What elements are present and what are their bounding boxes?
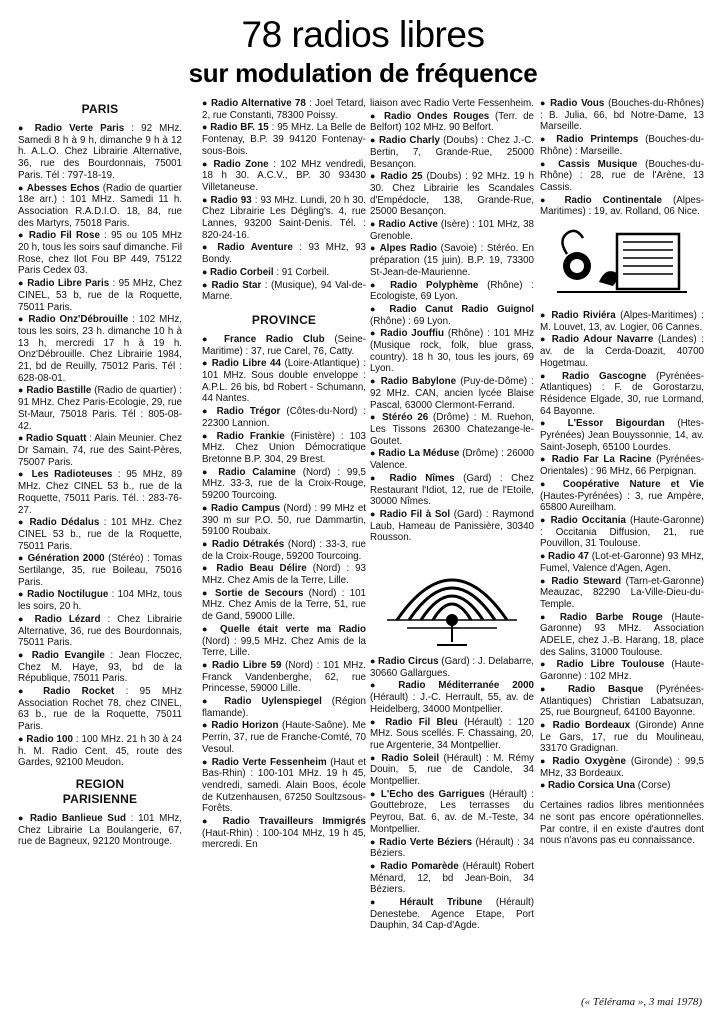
page-subtitle: sur modulation de fréquence [188,58,538,88]
list-paris [18,123,182,769]
radio-entry [18,589,182,612]
radio-entry [370,328,534,375]
radio-details: (Hérault) : M. Rémy Douin, 5, rue de Candole, 34 Montpellier. [370,752,535,788]
radio-entry [370,111,534,134]
radio-details: (Alpes-Maritimes) : 19, av. Rolland, 06 Nice. [540,194,704,218]
radio-entry [202,242,366,265]
radio-entry [540,479,704,514]
radio-name: ● Radio Libre Toulouse [540,659,664,670]
radio-details: : 93 MHz, 93 Bondy. [202,242,366,266]
radio-name: ● Radio Printemps [540,134,638,145]
radio-name: ● Radio Beau Délire [202,563,307,574]
radio-name: ● Radio Corbeil [202,267,274,278]
radio-name: ● Radio Verte Béziers [370,837,472,848]
radio-details: (Haute-Garonne) 93 MHz. Association ADELE, chez J.-B. Harang, 18, place des Salins, 31000 Toulouse. [540,611,704,658]
radio-entry [18,686,182,733]
radio-details: (Hautes-Pyrénées) : 3, rue Ampère, 65800 Aureilham. [540,490,704,514]
radio-entry [202,267,366,279]
radio-name: ● Radio Frankie [202,431,285,442]
radio-details: (Haute-Saône). Me Perrin, 37, rue de Franche-Comté, 70 Vesoul. [202,720,366,755]
radio-name: ● L'Echo des Garrigues [370,789,485,800]
radio-name: ● Radio Canut Radio Guignol [370,304,534,315]
radio-name: ● Radio La Méduse [370,448,459,459]
radio-name: ● Coopérative Nature et Vie [540,479,704,490]
radio-entry [370,753,534,788]
radio-entry [540,612,704,659]
radio-details: (Hérault) : J.-C. Herrault, 55, av. de Heidelberg, 34000 Montpellier. [370,692,534,715]
list-province-3 [370,656,534,932]
radio-details: (Terr. de Belfort) 102 MHz. 90 Belfort. [370,110,534,134]
radio-details: (Radio de quartier 18e arr.) : 101 MHz. Samedi 11 h. Association R.A.D.I.O. 18, 84, rue des Martyrs, 75018 Paris. [18,182,182,229]
radio-details: (Haute-Garonne) : 102 MHz. [540,659,704,683]
radio-name: ● Radio Riviéra [540,310,616,321]
column-2 [202,98,366,852]
radio-name: ● Radio 93 [202,195,252,206]
radio-details: (Gironde) Anne Le Gars, 17, rue du Moulineau, 33170 Gradignan. [540,719,705,755]
radio-details: (Gironde) : 99,5 MHz, 33 Bordeaux. [540,756,704,779]
radio-entry [202,334,366,357]
radio-name: ● Radio Verte Paris [18,123,124,134]
radio-name: ● Radio Libre 44 [202,358,281,369]
radio-details: (Hérault) Robert Ménard, 12, bd Jean-Boin, 34 Béziers. [370,860,534,896]
radio-entry [370,680,534,715]
radio-name: ● Radio Continentale [540,195,662,206]
radio-entry [18,650,182,685]
radio-entry [202,467,366,502]
radio-entry [18,183,182,230]
radio-details: (Haut et Bas-Rhin) : 100-101 MHz. 19 h 45, vendredi, samedi. Alain Boos, école de Kutzenhausen, 67250 Soultzsous-Forêts. [202,756,366,815]
radio-name: ● Radio Squatt [18,433,87,444]
radio-name: ● Radio 25 [370,171,423,182]
radio-entry [202,358,366,405]
radio-details: (Gard) : J. Delabarre, 30660 Gallargues. [370,656,535,679]
radio-details: (Gard) : Raymond Laub, Hameau de Panissière, 30340 Rousson. [370,508,535,544]
radio-name: ● Radio Détrakés [202,539,284,550]
radio-entry [540,195,704,218]
radio-name: ● Radio Dédalus [18,517,99,528]
radio-entry [540,334,704,369]
radio-entry [370,412,534,447]
radio-entry [370,861,534,896]
radio-details: (Côtes-du-Nord) : 22300 Lannion. [202,406,366,429]
radio-name: ● Radio Babylone [370,376,456,387]
radio-details: (Seine-Maritime) : 37, rue Carel, 76, Catty. [202,333,366,357]
radio-entry [18,517,182,552]
radio-name: ● Radio Gascogne [540,371,646,382]
radio-entry [370,243,534,278]
radio-details: (Tarn-et-Garonne) Meauzac, 82290 La-Ville-Dieu-du-Temple. [540,575,704,610]
radio-name: ● Radio Evangile [18,650,105,661]
radio-name: ● Radio Steward [540,576,621,587]
radio-details: (Nord) : 101 MHz. Franck Vandenberghe, 62, rue Princesse, 59000 Lille. [202,659,366,695]
continued-text: liaison avec Radio Verte Fessenheim. [370,98,534,109]
radio-details: : 95 MHz, Chez CINEL, 53 b, rue de la Roquette, 75011 Paris. [18,278,182,313]
radio-entry [370,656,534,679]
radio-entry [540,371,704,418]
radio-details: (Drôme) : 26000 Valence. [370,448,534,472]
radio-name: ● Radio Oxygène [540,756,626,767]
radio-details: (Nord) : 101 MHz. Chez Amis de la Terre, 51, rue de Gand, 59000 Lille. [202,587,366,623]
radio-details: (Loire-Atlantique) : 101 MHz. Sous double enveloppe : A.P.L. 26 bis, bd Robert - Schumann, 44 Nantes. [202,358,367,405]
radio-name: ● Cassis Musique [540,159,637,170]
radio-name: ● Radio Rocket [18,686,114,697]
radio-details: : 91 Corbeil. [273,266,330,278]
radio-entry [540,454,704,477]
radio-name: ● Radio Fil à Sol [370,509,450,520]
radio-entry [202,588,366,623]
radio-details: (Nord) : 99 MHz et 390 m sur P.O. 50, rue Dammartin, 59100 Roubaix. [202,502,366,538]
radio-name: ● Radio Polyphème [370,280,478,291]
radio-entry [370,304,534,327]
radio-details: : Jean Floczec, Chez M. Haye, 93, bd de la République, 75011 Paris. [18,649,183,685]
radio-entry [18,813,182,848]
radio-name: ● Radio Banlieue Sud [18,813,126,824]
radio-name: ● Radio Horizon [202,720,279,731]
radio-entry [18,614,182,649]
radio-name: ● Radio BF. 15 [202,122,269,133]
radio-details: (Radio de quartier) : 91 MHz. Chez Paris-Ecologie, 29, rue St-Maur, 75018 Paris. Tél : 805-08-42. [18,385,182,432]
radio-entry [202,431,366,466]
radio-details: (Région flamande). [202,696,367,719]
radio-name: ● Radio Soleil [370,753,439,764]
radio-name: ● Radio Libre Paris [18,278,109,289]
section-heading-paris: PARIS [81,102,119,116]
radio-entry [202,720,366,755]
section-heading-province: PROVINCE [251,312,317,327]
radio-entry [370,897,534,932]
radio-details: (Rhône) : 69 Lyon. [370,315,451,327]
radio-details: (Lot-et-Garonne) 93 MHz, Fumel, Valence d'Agen, Agen. [540,551,704,574]
radio-entry [540,310,704,333]
radio-entry [202,660,366,695]
radio-details: : Chez Librairie Alternative, 36, rue des Bourdonnais, 75011 Paris. [18,613,183,649]
radio-entry [370,473,534,508]
radio-entry [202,563,366,586]
list-province [202,334,366,851]
radio-name: ● L'Essor Bigourdan [540,418,665,429]
radio-entry [18,385,182,432]
radio-details: (Savoie) : Stéréo. En préparation (15 juin). B.P. 19, 73300 St-Jean-de-Maurienne. [370,243,535,278]
radio-entry [18,553,182,588]
radio-name: ● Radio Active [370,219,438,230]
radio-details: (Doubs) : Chez J.-C. Bertin, 7, Grande-Rue, 25000 Besançon. [370,135,534,170]
radio-details: (Nord) : 33-3, rue de la Croix-Rouge, 59200 Tourcoing. [202,538,366,562]
radio-details: : 95 MHz. La Belle de Fontenay, B.P. 39 94120 Fontenay-sous-Bois. [202,122,366,157]
radio-entry [202,696,366,719]
radio-name: ● Radio 100 [18,734,73,745]
radio-details: (Doubs) : 92 MHz. 19 h 30. Chez Librairie les Scandales d'Empédocle, 138, Grande-Rue, 25000 Besançon. [370,171,535,218]
radio-entry [202,406,366,429]
radio-entry [202,503,366,538]
radio-entry [18,314,182,384]
radio-details: (Finistère) : 103 MHz. Chez Union Démocratique Bretonne B.P. 304, 29 Brest. [202,430,366,465]
radio-entry [202,122,366,157]
column-1 [18,98,182,849]
radio-name: ● Stéréo 26 [370,412,428,423]
radio-entry [18,469,182,516]
radio-entry [540,780,704,792]
radio-name: ● Radio Méditerranée 2000 [370,680,534,691]
radio-entry [202,195,366,242]
radio-entry [370,219,534,242]
radio-entry [202,757,366,816]
radio-details: (Nord) : 99,5 MHz. Chez Amis de la Terre, Lille. [202,635,366,659]
radio-details: (Hérault) Denestebe. Agence Etape, Port Dauphin, 34 Cap-d'Agde. [370,897,534,932]
radio-name: ● Radio Basque [540,684,643,695]
radio-name: ● Radio Bastille [18,385,91,396]
radio-entry [370,135,534,170]
radio-entry [202,280,366,303]
radio-entry [202,98,366,121]
radio-entry [202,624,366,659]
radio-entry [540,515,704,550]
radio-name: ● Radio 47 [540,551,589,562]
radio-details: (Rhône) : Ecologiste, 69 Lyon. [370,279,535,303]
radio-entry [18,278,182,313]
radio-entry [540,756,704,779]
radio-entry [18,230,182,277]
radio-entry [370,171,534,218]
radio-name: ● Radio Pomarède [370,861,459,872]
radio-details: : 100 MHz. 21 h 30 à 24 h. M. Radio Cent. 45, route des Gardes, 92100 Meudon. [18,733,182,769]
radio-entry [202,816,366,851]
radio-name: ● Génération 2000 [18,553,105,564]
radio-name: ● Radio Barbe Rouge [540,612,663,623]
radio-name: ● Radio Libre 59 [202,660,281,671]
radio-details: : Joel Tetard, 2, rue Constanti, 78300 Poissy. [202,98,367,121]
radio-details: : 101 MHz, Chez Librairie La Boulangerie, 67, rue de Bagneux, 92120 Montrouge. [18,812,183,848]
radio-entry [540,576,704,611]
radio-details: (Pyrénées-Atlantiques) Christian Labatsuzan, 25, rue Bourgneuf, 64100 Bayonne. [540,683,705,719]
radio-entry [370,717,534,752]
radio-entry [540,659,704,682]
radio-details: (Alpes-Maritimes) : M. Louvet, 13, av. Logier, 06 Cannes. [540,310,704,333]
radio-details: : 95 MHz Association Rochet 78, chez CINEL, 63 b., rue de la Roquette, 75011 Paris. [18,686,183,733]
radio-name: ● Radio Calamine [202,467,296,478]
radio-entry [540,720,704,755]
radio-entry [18,123,182,182]
radio-name: ● Radio Noctilugue [18,589,108,600]
radio-name: ● Radio Circus [370,656,439,667]
radio-entry [370,448,534,471]
radio-details: (Landes) : av. de la Cerda-Doazit, 40700 Hogetmau. [540,334,704,369]
radio-name: ● Radio Aventure [202,242,293,253]
radio-details: (Pyrénées-Orientales) : 96 MHz, 66 Perpignan. [540,454,705,478]
radio-entry [18,433,182,468]
radio-details: (Bouches-du-Rhônes) : B. Julia, 66, bd Notre-Dame, 13 Marseille. [540,98,705,133]
radio-name: ● Radio Nîmes [370,473,455,484]
radio-name: ● Hérault Tribune [370,897,482,908]
radio-entry [540,98,704,133]
radio-details: : 95 ou 105 MHz 20 h, tous les soirs sauf dimanche. Fil Rose, chez Ilot Fou BP 449, 75122 Paris Cedex 03. [18,230,183,277]
radio-details: (Puy-de-Dôme) : 92 MHz. CAN, ancien lycée Blaise Pascal, 63000 Clermont-Ferrand. [370,376,534,411]
radio-details: (Stéréo) : Tomas Sertilange, 35, rue Boileau, 75016 Paris. [18,553,182,588]
radio-entry [540,159,704,194]
radio-details: : 93 MHz. Lundi, 20 h 30. Chez Librairie Les Dégling's. 4, rue Lannes, 93200 Saint-Denis. Tél. : 820-24-16. [202,194,366,241]
radio-name: ● Radio Corsica Una [540,780,635,791]
radio-name: ● Radio Fil Bleu [370,717,458,728]
radio-details: : 95 MHz, 89 MHz. Chez CINEL 53 b., rue de la Roquette, 75011 Paris. Tél. : 283-76-27. [18,469,183,516]
radio-box-illustration [547,224,697,304]
radio-details: (Bouches-du-Rhône) : Marseille. [540,134,704,157]
radio-details: : 101 MHz. Chez CINEL 53 b., rue de la Roquette, 75011 Paris. [18,517,182,552]
column-3 [370,98,534,933]
radio-name: ● France Radio Club [202,334,325,345]
radio-entry [370,789,534,836]
list-province-2 [370,111,534,544]
radio-entry [540,551,704,574]
radio-details: (Haute-Garonne) : Occitania Diffusion, 21, rue Pouvillon, 31 Toulouse. [540,514,705,550]
radio-name: ● Radio Verte Fessenheim [202,757,327,768]
radio-entry [202,539,366,562]
radio-details: (Hérault) : 120 MHz. Sous scellés. F. Chassaing, 20, rue Argenterie, 34 Montpellier. [370,716,535,751]
radio-name: ● Radio Travailleurs Immigrés [202,816,366,827]
radio-name: ● Radio Jouffiu [370,328,444,339]
radio-name: ● Alpes Radio [370,243,437,254]
radio-details: (Corse) [635,780,671,792]
radio-name: ● Radio Charly [370,135,440,146]
page-title: 78 radios libres [241,14,485,55]
radio-details: (Drôme) : M. Ruehon, Les Tissons 26300 Chatezange-le-Goutet. [370,412,534,447]
radio-details: (Nord) : 93 MHz. Chez Amis de la Terre, Lille. [202,563,367,587]
radio-details: (Pyrénées-Atlantiques) : F. de Gorostarzu, Résidence Elgade, 30, rue Lormand, 64 Bayonne. [540,370,705,417]
radio-entry [540,134,704,157]
radio-name: ● Quelle était verte ma Radio [202,624,366,635]
radio-details: (Rhône) : 101 MHz (Musique rock, folk, blue grass, country). 18 h 30, tous les jours, 69 Lyon. [370,328,534,375]
source-credit: (« Télérama », 3 mai 1978) [581,996,702,1008]
radio-entry [370,280,534,303]
radio-name: ● Radio Star [202,280,261,291]
radio-details: (Hérault) : Gouttebroze, Les terrasses du Peyrou, Bat. 6, av. de M.-Teste, 34 Montpellier. [370,788,534,835]
radio-name: ● Radio Trégor [202,406,280,417]
section-heading-region: REGION PARISIENNE [62,776,138,806]
list-region [18,813,182,848]
radio-name: ● Sortie de Secours [202,588,303,599]
radio-name: ● Radio Onz'Débrouille [18,314,128,325]
radio-name: ● Radio Vous [540,98,604,109]
radio-details: : 102 MHz vendredi, 18 h 30. A.C.V., BP. 30 93430 Villetaneuse. [202,158,367,193]
radio-details: : Alain Meunier. Chez Dr Samain, 74, rue des Saint-Pères, 75007 Paris. [18,433,182,468]
radio-name: ● Radio Zone [202,159,269,170]
radio-entry [540,418,704,453]
radio-name: ● Radio Campus [202,503,280,514]
radio-details: : 104 MHz, tous les soirs, 20 h. [18,589,182,613]
radio-name: ● Radio Lézard [18,614,100,625]
radio-entry [202,159,366,194]
radio-entry [370,376,534,411]
radio-name: ● Les Radioteuses [18,469,112,480]
radio-details: (Isère) : 101 MHz, 38 Grenoble. [370,219,535,242]
radio-name: ● Radio Far La Racine [540,454,652,465]
radio-details: (Nord) : 99,5 MHz. 33-3, rue de la Croix-Rouge, 59200 Tourcoing. [202,466,366,502]
radio-details: (Haut-Rhin) : 100-104 MHz, 19 h 45, mercredi. En [202,827,366,851]
radio-name: ● Radio Bordeaux [540,720,630,731]
radio-entry [540,684,704,719]
radio-details: (Hérault) : 34 Béziers. [370,836,534,860]
radio-waves-illustration [377,550,527,650]
radio-name: ● Radio Alternative 78 [202,98,306,109]
list-province-4 [540,98,704,218]
radio-entry [370,837,534,860]
list-region-cont [202,98,366,303]
column-4 [540,98,704,847]
radio-entry [370,509,534,544]
radio-details: (Gard) : Chez Restaurant l'Idiot, 12, rue de l'Etoile, 30000 Nîmes. [370,472,534,508]
radio-name: ● Radio Ondes Rouges [370,111,489,122]
radio-entry [18,734,182,769]
radio-details: (Htes-Pyrénées) Jean Bouyssonnie, 14, av. Saint-Joseph, 65100 Lourdes. [540,418,704,453]
radio-details: : (Musique), 94 Val-de-Marne. [202,279,367,303]
radio-name: ● Radio Adour Navarre [540,334,653,345]
footnote: Certaines radios libres mentionnées ne sont pas encore opérationnelles. Par contre, il en existe d'autres dont nous n'avons pas eu connaissance. [540,800,704,847]
list-province-5 [540,310,704,792]
radio-details: : 92 MHz. Samedi 8 h à 9 h, dimanche 9 h à 12 h. A.L.O. Chez Librairie Alternative, 36, rue des Bourdonnais, 75001 Paris. Tél : 797-18-19. [18,123,183,181]
radio-details: (Bouches-du-Rhône) : 28, rue de l'Arène, 13 Cassis. [540,158,704,193]
radio-name: ● Abesses Echos [18,183,100,194]
radio-name: ● Radio Fil Rose [18,230,100,241]
radio-name: ● Radio Uylenspiegel [202,696,322,707]
radio-name: ● Radio Occitania [540,515,626,526]
radio-details: : 102 MHz, tous les soirs, 23 h. dimanche 10 h à 13 h, mercredi 17 h à 19 h. Onz'Débrouille. Chez Librairie 1984, 21, bd de Reuilly, 75012 Paris. Tél : 628-08-01. [18,314,182,384]
